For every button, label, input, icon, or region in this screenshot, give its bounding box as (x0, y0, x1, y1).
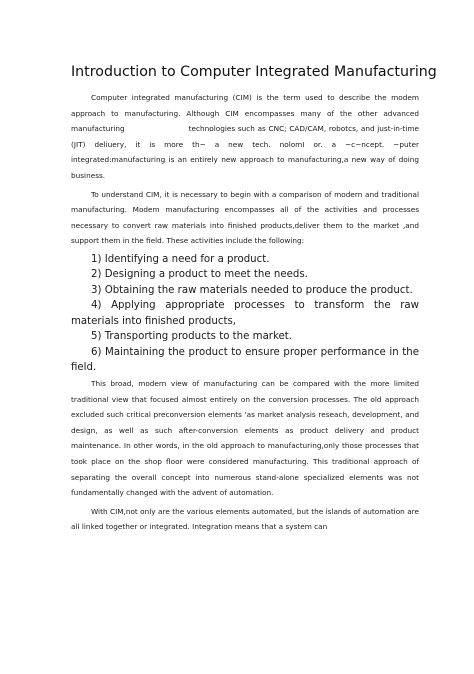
paragraph-intro-part2: technologies such as CNC; CAD/CAM, robotcs, and just-in-time (JIT) deliuery, it is more th~ a new tech. nolomI or. a ~c~ncept. ~puter integrated:manufacturing is an entirely new approach to manufacturing,a new way of doing business. (71, 124, 419, 180)
list-item: 3) Obtaining the raw materials needed to produce the product. (91, 284, 413, 296)
list-item: 4) Applying appropriate processes to transform the raw materials into finished products, (71, 300, 419, 327)
document-page (71, 64, 437, 538)
paragraph-traditional-view: This broad, modern view of manufacturing can be compared with the more limited traditional view that focused almost entirely on the conversion processes. The old approach excluded such critical preconversion elements 'as market analysis reseach, development, and design, as well as such after-conversion elements as product delivery and product maintenance. In other words, in the old approach to manufacturing,only those processes that took place on the shop floor were considered manufacturing. This traditional approach of separating the overall concept into numerous stand-alone specialized elements was not fundamentally changed with the advent of automation. (71, 378, 419, 498)
paragraph-intro (71, 90, 419, 184)
list-item: 2) Designing a product to meet the needs. (91, 269, 308, 281)
paragraph-comparison: To understand CIM, it is necessary to begin with a comparison of modern and traditional manufacturing. Modem manufacturing encompasses all of the activities and processes necessary to convert raw materials into finished products,deliver them to the market ,and support them in the field. These activities include the following: (71, 189, 419, 246)
document-title: Introduction to Computer Integrated Manufacturing (71, 64, 437, 80)
paragraph-integration: With CIM,not only are the various elements automated, but the islands of automation are all linked together or integrated. Integration means that a system can (71, 506, 419, 532)
paragraph-intro-part1: Computer integrated manufacturing (CIM) is the term used to describe the modem approach to manufacturing. Although CIM encompasses many of the other advanced manufacturing (71, 93, 419, 134)
list-item: 6) Maintaining the product to ensure proper performance in the field. (71, 346, 419, 374)
list-item: 1) Identifying a need for a product. (91, 253, 270, 265)
list-item: 5) Transporting products to the market. (91, 331, 293, 343)
